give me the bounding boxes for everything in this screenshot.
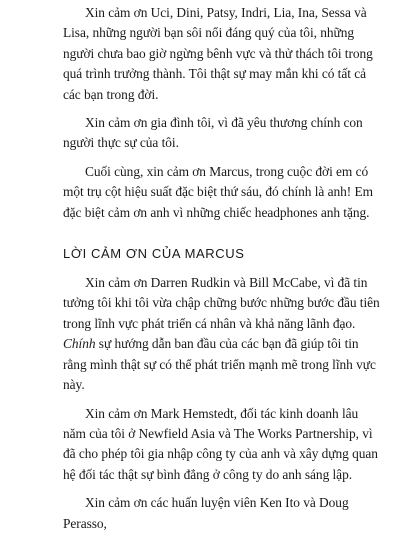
mentors-text-italic: Chính [63, 336, 96, 352]
page-text [63, 3, 381, 542]
section-heading: LỜI CẢM ƠN CỦA MARCUS [63, 246, 245, 262]
acknowledgement-marcus: Cuối cùng, xin cảm ơn Marcus, trong cuộc đời em có một trụ cột hiệu suất đặc biệt thứ sáu, đó chính là anh! Em đặc biệt cảm ơn anh vì những chiếc headphones anh tặng. [63, 163, 373, 220]
acknowledgement-family: Xin cảm ơn gia đình tôi, vì đã yêu thương chính con người thực sự của tôi. [63, 115, 363, 151]
mentors-text-start: Xin cảm ơn Darren Rudkin và Bill McCabe, vì đã tin tưởng tôi khi tôi vừa chập chững bước những bước đầu tiên trong lĩnh vực phát triển cá nhân và khả năng lãnh đạo. [63, 275, 380, 331]
acknowledgement-mentors [63, 273, 381, 395]
mentors-text-end: sự hướng dẫn ban đầu của các bạn đã giúp tôi tin rằng mình thật sự có thể phát triển mạnh mẽ trong lĩnh vực này. [63, 336, 376, 393]
acknowledgement-coaches: Xin cảm ơn các huấn luyện viên Ken Ito và Doug Perasso, [63, 495, 349, 531]
acknowledgement-business-partner: Xin cảm ơn Mark Hemstedt, đối tác kinh doanh lâu năm của tôi ở Newfield Asia và The Works Partnership, vì đã cho phép tôi gia nhập công ty của anh và xây dựng quan hệ đối tác thật sự bình đẳng ở công ty do anh sáng lập. [63, 405, 378, 482]
acknowledgement-friends: Xin cảm ơn Uci, Dini, Patsy, Indri, Lia, Ina, Sessa và Lisa, những người bạn sôi nổi đáng quý của tôi, những người chưa bao giờ ngừng bênh vực và thử thách tôi trong quá trình trưởng thành. Tôi thật sự may mắn khi có tất cả các bạn trong đời. [63, 5, 373, 102]
